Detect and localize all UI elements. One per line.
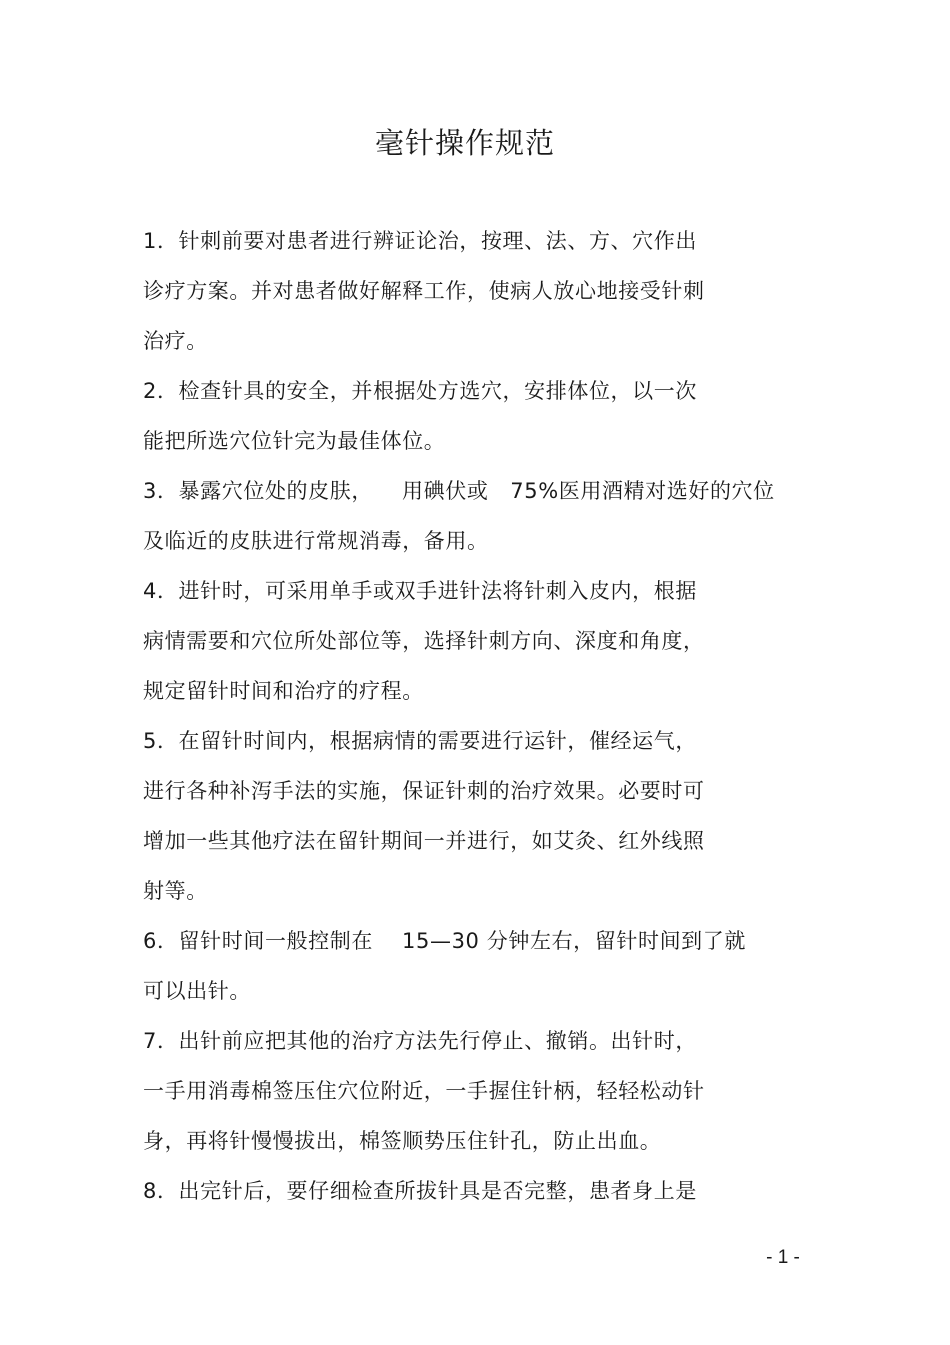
text-line: 5．在留针时间内，根据病情的需要进行运针，催经运气， <box>143 729 697 753</box>
text-line: 身，再将针慢慢拔出，棉签顺势压住针孔，防止出血。 <box>143 1129 662 1153</box>
text-line: 增加一些其他疗法在留针期间一并进行，如艾灸、红外线照 <box>143 829 705 853</box>
text-line: 及临近的皮肤进行常规消毒，备用。 <box>143 529 489 553</box>
text-line: 病情需要和穴位所处部位等，选择针刺方向、深度和角度， <box>143 629 705 653</box>
text-line: 4．进针时，可采用单手或双手进针法将针刺入皮内，根据 <box>143 579 697 603</box>
text-line: 2．检查针具的安全，并根据处方选穴，安排体位，以一次 <box>143 379 697 403</box>
text-line: 可以出针。 <box>143 979 251 1003</box>
document-title: 毫针操作规范 <box>374 126 555 160</box>
text-line: 8．出完针后，要仔细检查所拔针具是否完整，患者身上是 <box>143 1179 697 1203</box>
text-line: 1．针刺前要对患者进行辨证论治，按理、法、方、穴作出 <box>143 229 697 253</box>
text-line: 一手用消毒棉签压住穴位附近，一手握住针柄，轻轻松动针 <box>143 1079 705 1103</box>
text-line: 规定留针时间和治疗的疗程。 <box>143 679 424 703</box>
text-line: 进行各种补泻手法的实施，保证针刺的治疗效果。必要时可 <box>143 779 705 803</box>
text-line: 诊疗方案。并对患者做好解释工作，使病人放心地接受针刺 <box>143 279 705 303</box>
text-line: 射等。 <box>143 879 208 903</box>
text-line: 3．暴露穴位处的皮肤， 用碘伏或 75%医用酒精对选好的穴位 <box>143 479 775 503</box>
text-line: 6．留针时间一般控制在 15—30 分钟左右，留针时间到了就 <box>143 929 746 953</box>
text-line: 治疗。 <box>143 329 208 353</box>
text-line: 7．出针前应把其他的治疗方法先行停止、撤销。出针时， <box>143 1029 697 1053</box>
page-number: - 1 - <box>766 1247 800 1268</box>
text-line: 能把所选穴位针完为最佳体位。 <box>143 429 446 453</box>
